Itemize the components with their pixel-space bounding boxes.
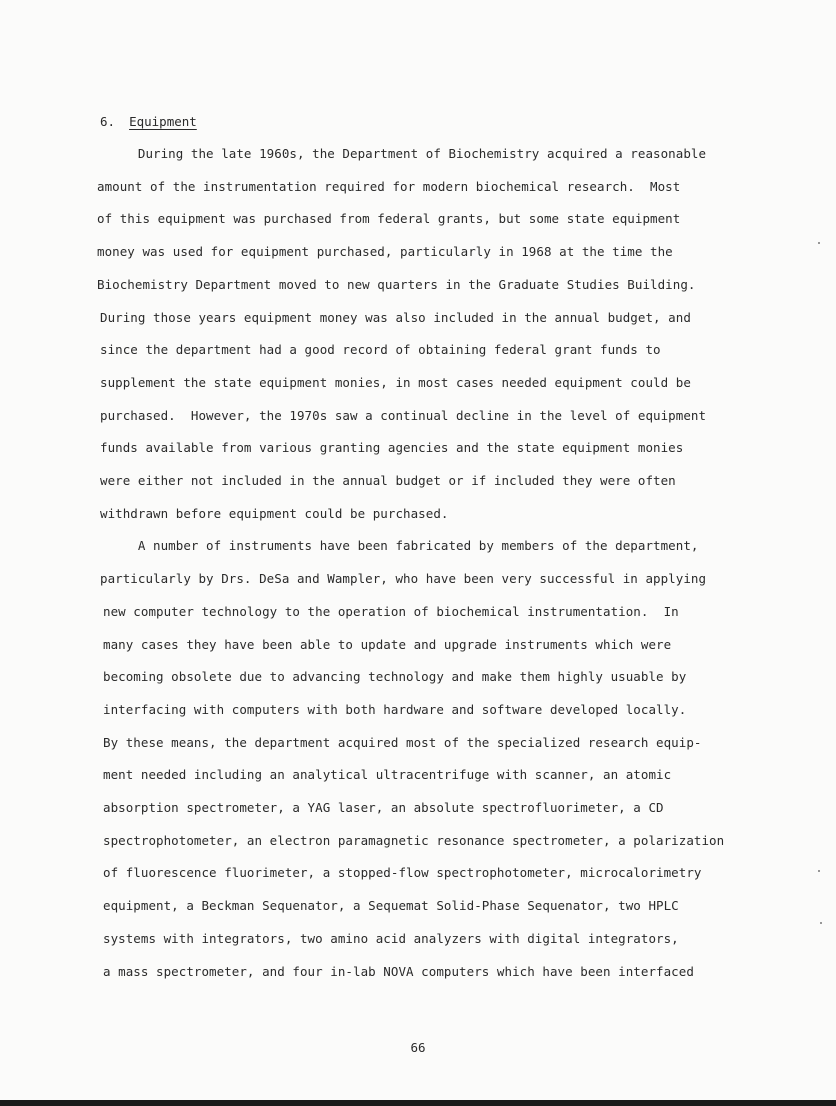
text-line: withdrawn before equipment could be purchased. xyxy=(100,505,449,521)
text-line: money was used for equipment purchased, particularly in 1968 at the time the xyxy=(97,244,673,260)
text-line: amount of the instrumentation required for modern biochemical research. Most xyxy=(97,178,681,194)
scan-speck xyxy=(818,870,820,872)
text-line: By these means, the department acquired most of the specialized research equip- xyxy=(103,734,702,750)
text-line: equipment, a Beckman Sequenator, a Sequemat Solid-Phase Sequenator, two HPLC xyxy=(103,898,679,914)
section-title: Equipment xyxy=(129,114,197,129)
text-line: spectrophotometer, an electron paramagnetic resonance spectrometer, a polarization xyxy=(103,832,725,848)
text-line: of fluorescence fluorimeter, a stopped-flow spectrophotometer, microcalorimetry xyxy=(103,865,702,881)
text-line: were either not included in the annual budget or if included they were often xyxy=(100,473,676,488)
scan-speck xyxy=(820,922,822,924)
text-line: Biochemistry Department moved to new quarters in the Graduate Studies Building. xyxy=(97,276,696,292)
section-heading xyxy=(100,114,197,129)
text-line: supplement the state equipment monies, in most cases needed equipment could be xyxy=(100,374,691,390)
text-line: ment needed including an analytical ultracentrifuge with scanner, an atomic xyxy=(103,767,672,783)
text-line: A number of instruments have been fabricated by members of the department, xyxy=(100,538,699,554)
text-line: interfacing with computers with both hardware and software developed locally. xyxy=(103,701,687,717)
scan-speck xyxy=(818,242,820,244)
text-line: funds available from various granting agencies and the state equipment monies xyxy=(100,440,684,456)
text-line: During those years equipment money was also included in the annual budget, and xyxy=(100,309,691,325)
text-line: many cases they have been able to update and upgrade instruments which were xyxy=(103,636,672,652)
text-line: systems with integrators, two amino acid analyzers with digital integrators, xyxy=(103,930,679,946)
text-line: During the late 1960s, the Department of Biochemistry acquired a reasonable xyxy=(100,146,707,161)
section-number: 6. xyxy=(100,114,116,129)
text-line: absorption spectrometer, a YAG laser, an absolute spectrofluorimeter, a CD xyxy=(103,800,664,815)
text-line: a mass spectrometer, and four in-lab NOVA computers which have been interfaced xyxy=(103,963,694,979)
text-line: of this equipment was purchased from federal grants, but some state equipment xyxy=(97,211,681,227)
text-line: becoming obsolete due to advancing technology and make them highly usuable by xyxy=(103,669,687,685)
scan-edge xyxy=(0,1100,836,1106)
text-line: purchased. However, the 1970s saw a continual decline in the level of equipment xyxy=(100,407,707,423)
text-line: new computer technology to the operation of biochemical instrumentation. In xyxy=(103,603,679,619)
page-number: 66 xyxy=(410,1040,426,1055)
text-line: particularly by Drs. DeSa and Wampler, who have been very successful in applying xyxy=(100,571,707,587)
text-line: since the department had a good record of obtaining federal grant funds to xyxy=(100,342,661,358)
